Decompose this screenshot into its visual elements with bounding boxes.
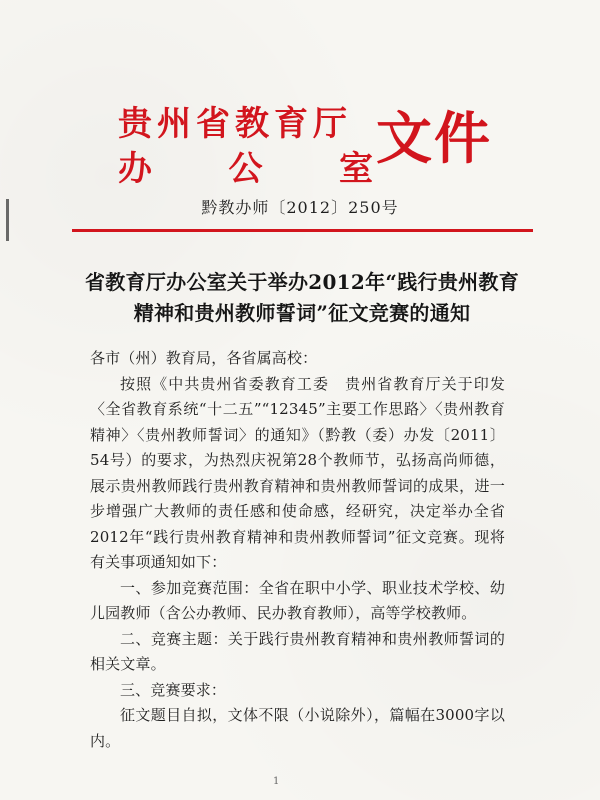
- issuer-char-3: 室: [339, 149, 373, 189]
- issuer-line-1: 贵州省教育厅: [118, 104, 352, 144]
- paragraph-intro: 按照《中共贵州省委教育工委 贵州省教育厅关于印发〈全省教育系统“十二五”“12345”主要工作思路〉〈贵州教育精神〉〈贵州教师誓词〉的通知》（黔教（委）办发〔2011〕54号）的要求，为热烈庆祝第28个教师节，弘扬高尚师德，展示贵州教师践行贵州教育精神和贵州教师誓词的成果，进一步增强广大教师的责任感和使命感，经研究，决定举办全省2012年“践行贵州教育精神和贵州教师誓词”征文竞赛。现将有关事项通知如下：: [90, 374, 505, 571]
- page-number: 1: [273, 776, 280, 787]
- paragraph-theme: 二、竞赛主题：关于践行贵州教育精神和贵州教师誓词的相关文章。: [90, 629, 505, 673]
- paragraph-requirements-heading: 三、竞赛要求：: [120, 680, 227, 699]
- notice-title: 省教育厅办公室关于举办2012年“践行贵州教育精神和贵州教师誓词”征文竞赛的通知: [84, 270, 520, 325]
- issuer-char-2: 公: [228, 149, 263, 189]
- red-divider: [72, 229, 533, 232]
- document-word: 文件: [376, 106, 492, 172]
- issuer-char-1: 办: [118, 149, 152, 189]
- notice-body: [90, 346, 505, 754]
- document-number: 黔教办师〔2012〕250号: [201, 198, 399, 217]
- salutation: 各市（州）教育局，各省属高校：: [90, 349, 318, 367]
- issuer-line-2: [118, 149, 373, 189]
- paragraph-requirements: 征文题目自拟，文体不限（小说除外），篇幅在3000字以内。: [90, 706, 505, 750]
- paragraph-scope: 一、参加竞赛范围：全省在职中小学、职业技术学校、幼儿园教师（含公办教师、民办教育教师），高等学校教师。: [90, 578, 505, 622]
